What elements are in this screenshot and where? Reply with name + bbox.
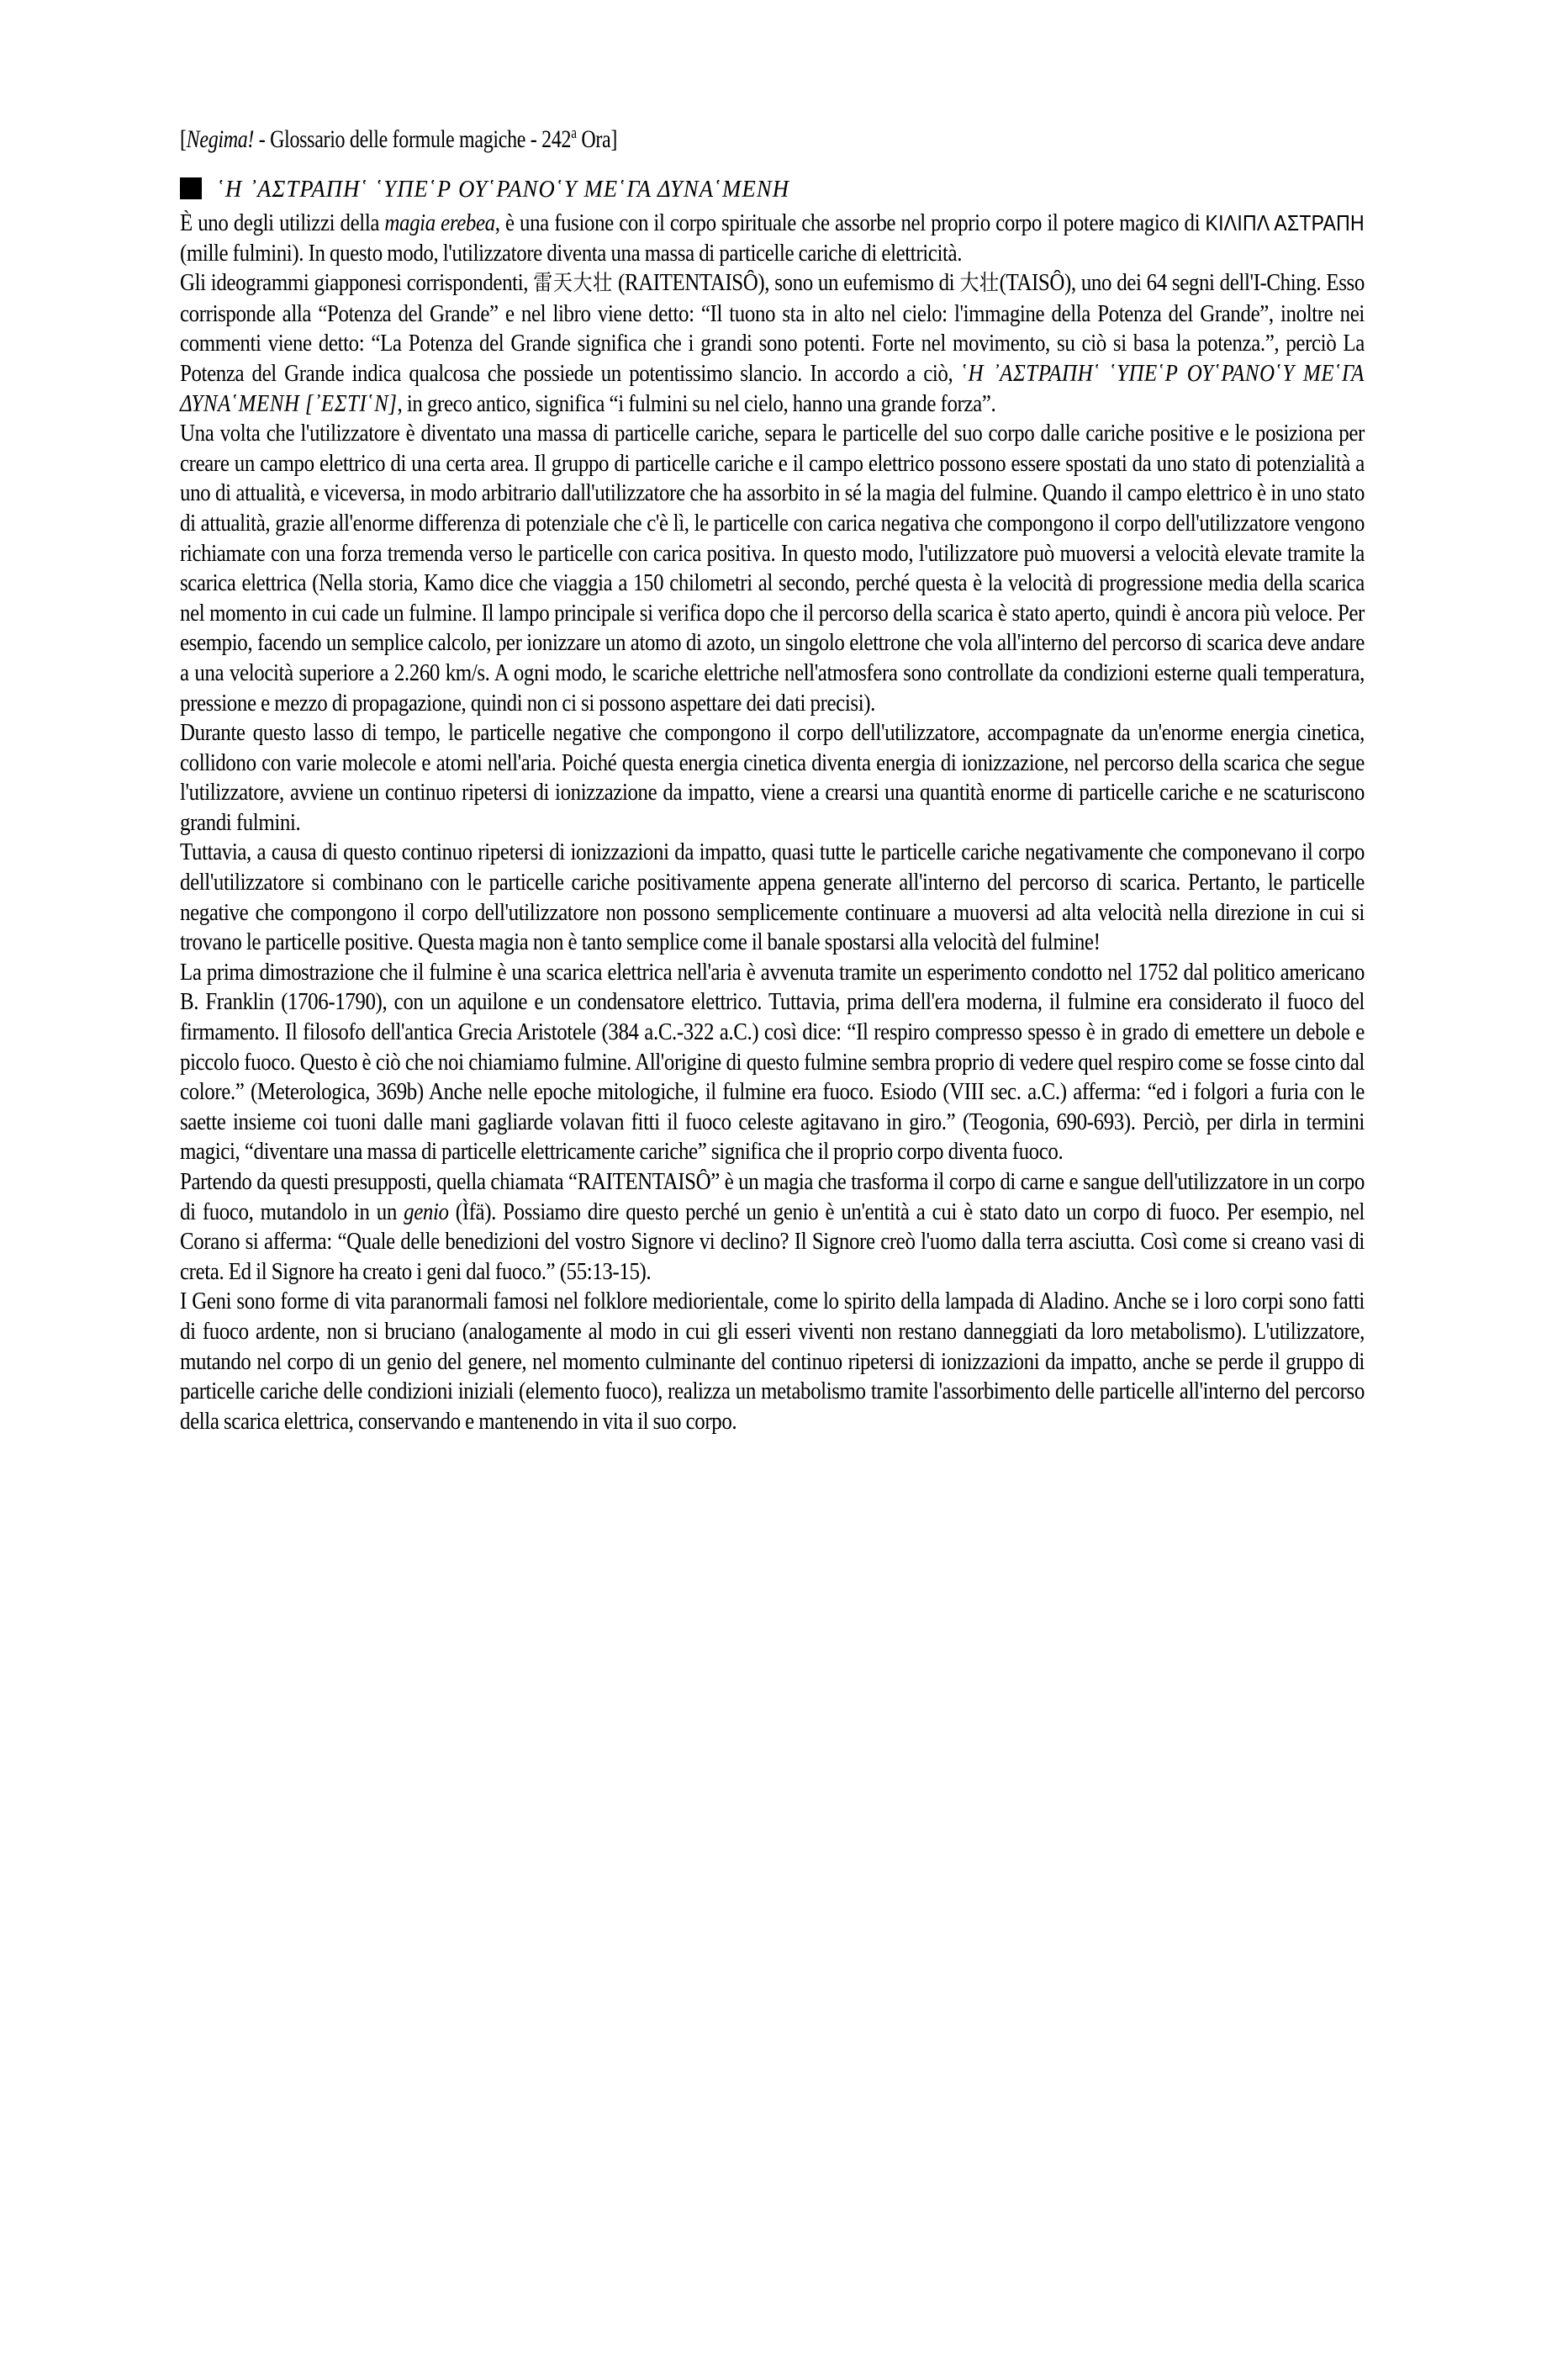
text-run-roman: (RAITENTAISÔ), sono un eufemismo di — [612, 270, 960, 297]
text-run-cjk: 雷天大壮 — [533, 271, 613, 297]
paragraph-p6-storia-franklin — [180, 958, 1365, 1167]
text-run-roman: (Ìfä). Possiamo dire questo perché un genio è un'entità a cui è stato dato un corpo di fuoco. Per esempio, nel Corano si afferma: “Quale delle benedizioni del vostro Signore vi declino? Il Signore creò l'uomo dalla terra asciutta. Così come si creano vasi di creta. Ed il Signore ha creato i geni dal fuoco.” (55:13-15). — [180, 1198, 1365, 1285]
paragraph-p4-energia-cinetica — [180, 718, 1365, 838]
text-run-cjk: 大壮 — [959, 271, 1000, 297]
text-run-greek-sans: ΚΙΛΙΠΛ ΑΣΤΡΑΠΗ — [1205, 210, 1365, 235]
paragraph-p3-campo-elettrico — [180, 419, 1365, 718]
running-head-series-title: Negima! — [186, 125, 255, 153]
text-run-roman: Durante questo lasso di tempo, le particelle negative che compongono il corpo dell'utilizzatore, accompagnate da un'enorme energia cinetica, collidono con varie molecole e atomi nell'aria. Poiché questa energia cinetica diventa energia di ionizzazione, nel percorso della scarica che segue l'utilizzatore, avviene un continuo ripetersi di ionizzazione da impatto, viene a crearsi una quantità enorme di particelle cariche e ne scaturiscono grandi fulmini. — [180, 720, 1365, 836]
text-run-roman: (mille fulmini). In questo modo, l'utilizzatore diventa una massa di particelle cariche di elettricità. — [180, 240, 963, 267]
paragraph-p7-genio — [180, 1167, 1365, 1287]
text-run-roman: La prima dimostrazione che il fulmine è una scarica elettrica nell'aria è avvenuta tramite un esperimento condotto nel 1752 dal politico americano B. Franklin (1706-1790), con un aquilone e un condensatore elettrico. Tuttavia, prima dell'era moderna, il fulmine era considerato il fuoco del firmamento. Il filosofo dell'antica Grecia Aristotele (384 a.C.-322 a.C.) così dice: “Il respiro compresso spesso è in grado di emettere un debole e piccolo fuoco. Questo è ciò che noi chiamiamo fulmine. All'origine di questo fulmine sembra proprio di vedere quel respiro come se fosse cinto dal colore.” (Meterologica, 369b) Anche nelle epoche mitologiche, il fulmine era fuoco. Esiodo (VIII sec. a.C.) afferma: “ed i folgori a furia con le saette insieme coi tuoni dalle mani gagliarde volavan fitti il fuoco celeste agitavano in giro.” (Teogonia, 690-693). Perciò, per dirla in termini magici, “diventare una massa di particelle elettricamente cariche” significa che il proprio corpo diventa fuoco. — [180, 959, 1365, 1166]
entry-heading — [180, 177, 1365, 207]
running-head-chapter-number: 242 — [541, 125, 572, 153]
text-run-roman: , è una fusione con il corpo spirituale che assorbe nel proprio corpo il potere magico di — [494, 210, 1206, 236]
running-head-glossary-label: Glossario delle formule magiche — [270, 125, 526, 153]
running-head-close-bracket: ] — [610, 125, 618, 153]
text-run-roman: È uno degli utilizzi della — [180, 210, 385, 236]
running-head-separator-2: - — [525, 125, 542, 153]
paragraph-p5-ricombinazione — [180, 838, 1365, 957]
running-head-separator-1: - — [254, 125, 271, 153]
text-run-roman: , in greco antico, significa “i fulmini su nel cielo, hanno una grande forza”. — [397, 390, 996, 417]
running-head-open-bracket: [ — [180, 125, 187, 153]
text-run-roman: (TAISÔ), uno dei 64 segni dell'I-Ching. Esso corrisponde alla “Potenza del Grande” e nel libro viene detto: “Il tuono sta in alto nel cielo: l'immagine della Potenza del Grande”, inoltre nei commenti viene detto: “La Potenza del Grande significa che i grandi sono potenti. Forte nel movimento, su ciò si basa la potenza.”, perciò La Potenza del Grande indica qualcosa che possiede un potentissimo slancio. In accordo a ciò, — [180, 270, 1365, 387]
page-content — [180, 124, 1365, 1436]
text-run-greek-italic: ῾Η ᾽ΑΣΤΡΑΠΗ῾ ῾ΥΠΕ῾Ρ ΟΥ῾ΡΑΝΟ῾Υ ΜΕ῾ΓΑ ΔΥΝΑ῾ΜΕΝΗ [᾽ΕΣΤΙ῾Ν] — [180, 360, 1365, 417]
entry-greek-title: ῾Η ᾽ΑΣΤΡΑΠΗ῾ ῾ΥΠΕ῾Ρ ΟΥ῾ΡΑΝΟ῾Υ ΜΕ῾ΓΑ ΔΥΝΑ῾ΜΕΝΗ — [217, 177, 790, 203]
text-run-roman: Tuttavia, a causa di questo continuo ripetersi di ionizzazioni da impatto, quasi tutte le particelle cariche negativamente che componevano il corpo dell'utilizzatore si combinano con le particelle cariche positivamente appena generate all'interno del percorso di scarica. Pertanto, le particelle negative che compongono il corpo dell'utilizzatore non possono semplicemente continuare a muoversi ad alta velocità nella direzione in cui si trovano le particelle positive. Questa magia non è tanto semplice come il banale spostarsi alla velocità del fulmine! — [180, 839, 1365, 956]
text-run-roman: I Geni sono forme di vita paranormali famosi nel folklore mediorientale, come lo spirito della lampada di Aladino. Anche se i loro corpi sono fatti di fuoco ardente, non si bruciano (analogamente al modo in cui gli esseri viventi non restano danneggiati da loro metabolismo). L'utilizzatore, mutando nel corpo di un genio del genere, nel momento culminante del continuo ripetersi di ionizzazioni da impatto, anche se perde il gruppo di particelle cariche delle condizioni iniziali (elemento fuoco), realizza un metabolismo tramite l'assorbimento delle particelle all'interno del percorso della scarica elettrica, conservando e mantenendo in vita il suo corpo. — [180, 1288, 1365, 1435]
running-head-chapter-ordinal-suffix: a — [571, 124, 577, 142]
body-text — [180, 209, 1365, 1436]
text-run-roman: Partendo da questi presupposti, quella chiamata “RAITENTAISÔ” è un magia che trasforma il corpo di carne e sangue dell'utilizzatore in un corpo di fuoco, mutandolo in un — [180, 1169, 1365, 1225]
paragraph-p1-definizione — [180, 209, 1365, 268]
running-head-chapter-word: Ora — [581, 125, 611, 153]
running-head — [180, 124, 1128, 155]
paragraph-p8-geni — [180, 1287, 1365, 1436]
paragraph-p2-ideogrammi — [180, 268, 1365, 419]
text-run-italic: genio — [404, 1198, 449, 1225]
text-run-roman: Una volta che l'utilizzatore è diventato una massa di particelle cariche, separa le particelle del suo corpo dalle cariche positive e le posiziona per creare un campo elettrico di una certa area. Il gruppo di particelle cariche e il campo elettrico possono essere spostati da uno stato di potenzialità a uno di attualità, e viceversa, in modo arbitrario dall'utilizzatore che ha assorbito in sé la magia del fulmine. Quando il campo elettrico è in uno stato di attualità, grazie all'enorme differenza di potenziale che c'è lì, le particelle con carica negativa che compongono il corpo dell'utilizzatore vengono richiamate con una forza tremenda verso le particelle con carica positiva. In questo modo, l'utilizzatore può muoversi a velocità elevate tramite la scarica elettrica (Nella storia, Kamo dice che viaggia a 150 chilometri al secondo, perché questa è la velocità di progressione media della scarica nel momento in cui cade un fulmine. Il lampo principale si verifica dopo che il percorso della scarica è stato aperto, quindi è ancora più veloce. Per esempio, facendo un semplice calcolo, per ionizzare un atomo di azoto, un singolo elettrone che vola all'interno del percorso di scarica deve andare a una velocità superiore a 2.260 km/s. A ogni modo, le scariche elettriche nell'atmosfera sono controllate da condizioni esterne quali temperatura, pressione e mezzo di propagazione, quindi non ci si possono aspettare dei dati precisi). — [180, 420, 1365, 717]
text-run-roman: Gli ideogrammi giapponesi corrispondenti, — [180, 270, 534, 297]
filled-square-icon — [180, 177, 202, 199]
text-run-italic: magia erebea — [384, 210, 495, 236]
